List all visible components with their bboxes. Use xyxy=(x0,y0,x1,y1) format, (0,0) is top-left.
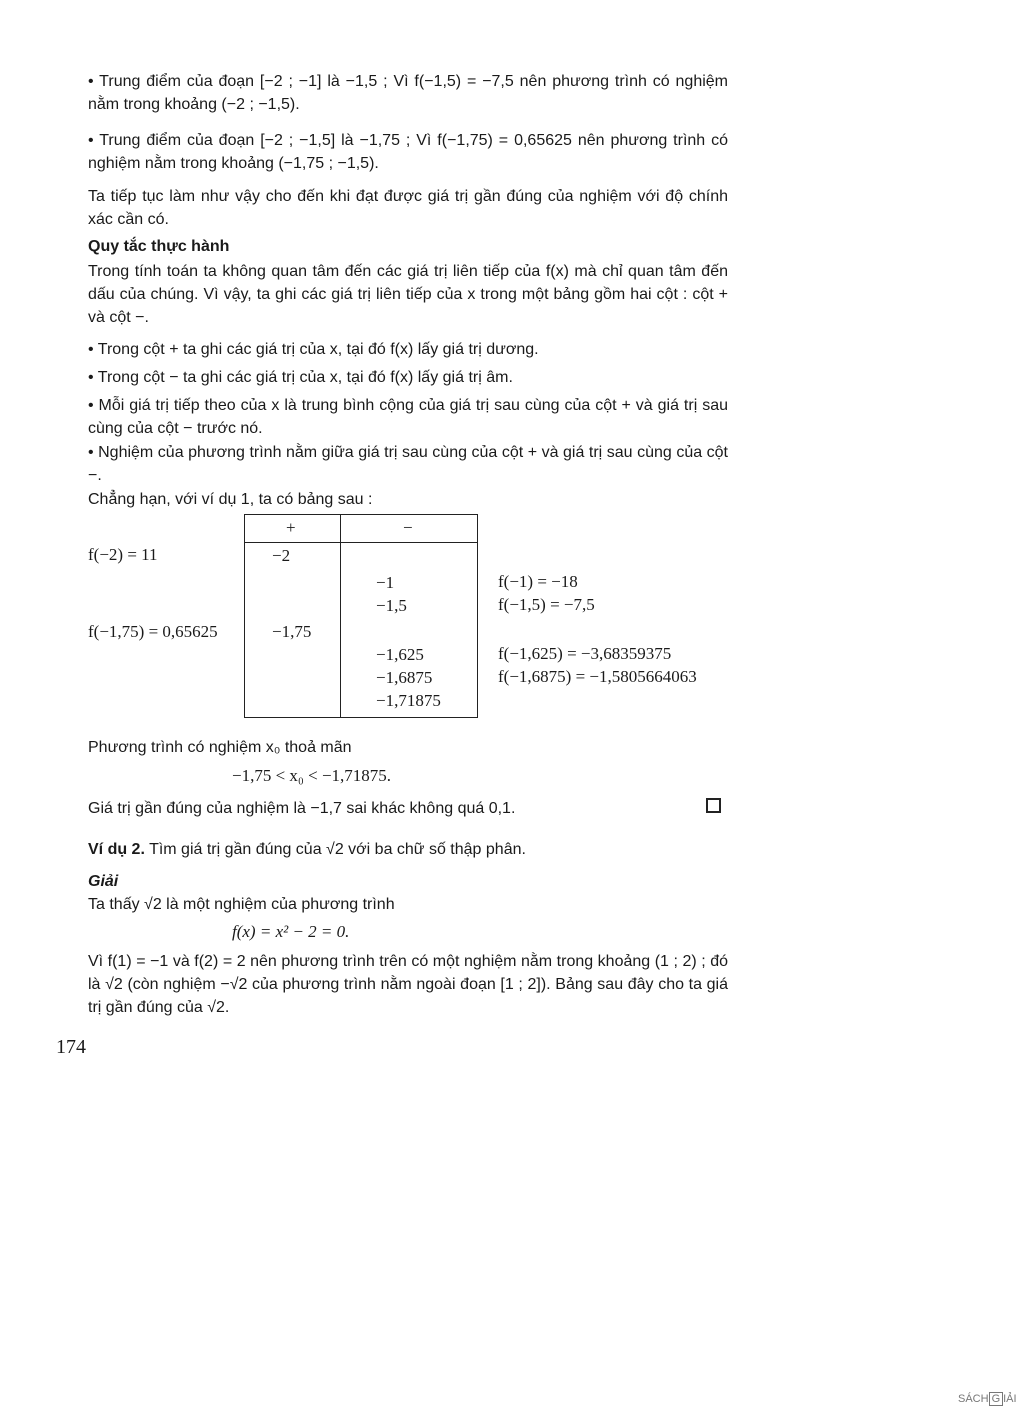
heading-practical-rule: Quy tắc thực hành xyxy=(88,238,230,255)
bullet-next-value: • Mỗi giá trị tiếp theo của x là trung bình cộng của giá trị sau cùng của cột + và giá trị sau cùng của cột − trước nó. xyxy=(88,397,728,437)
table-divider-horizontal xyxy=(245,542,477,543)
page-number: 174 xyxy=(56,1036,86,1058)
label-f-minus-1-5: f(−1,5) = −7,5 xyxy=(498,595,595,614)
minus-value: −1,625 xyxy=(376,645,424,664)
bisection-table xyxy=(244,514,478,718)
paragraph-continue: Ta tiếp tục làm như vậy cho đến khi đạt được giá trị gần đúng của nghiệm với độ chính xác cần có. xyxy=(88,188,728,228)
paragraph-rule-intro: Trong tính toán ta không quan tâm đến các giá trị liên tiếp của f(x) mà chỉ quan tâm đến dấu của chúng. Vì vậy, ta ghi các giá trị liên tiếp của x trong một bảng gồm hai cột : cột + và cột −. xyxy=(88,263,728,326)
example-2-label: Ví dụ 2. xyxy=(88,841,145,858)
table-divider-vertical xyxy=(340,515,341,717)
bullet-plus-column: • Trong cột + ta ghi các giá trị của x, tại đó f(x) lấy giá trị dương. xyxy=(88,341,539,358)
label-f-minus-1: f(−1) = −18 xyxy=(498,572,578,591)
label-f-minus-1-625: f(−1,625) = −3,68359375 xyxy=(498,644,672,663)
solution-paragraph: Vì f(1) = −1 và f(2) = 2 nên phương trình trên có một nghiệm nằm trong khoảng (1 ; 2) ; đó là √2 (còn nghiệm −√2 của phương trình nằm ngoài đoạn [1 ; 2]). Bảng sau đây cho ta giá trị gần đúng của √2. xyxy=(88,953,728,1016)
equation-f-x: f(x) = x² − 2 = 0. xyxy=(232,922,350,941)
label-f-minus-1-75: f(−1,75) = 0,65625 xyxy=(88,622,218,641)
minus-value: −1,6875 xyxy=(376,668,433,687)
paragraph-midpoint-2: • Trung điểm của đoạn [−2 ; −1,5] là −1,75 ; Vì f(−1,75) = 0,65625 nên phương trình có nghiệm nằm trong khoảng (−1,75 ; −1,5). xyxy=(88,132,728,172)
end-of-proof-square-icon xyxy=(706,798,721,813)
solution-line-1: Ta thấy √2 là một nghiệm của phương trình xyxy=(88,896,395,913)
conclusion-line: Phương trình có nghiệm x₀ thoả mãn xyxy=(88,739,352,756)
label-f-minus-2: f(−2) = 11 xyxy=(88,545,158,564)
example-2-text: Tìm giá trị gần đúng của √2 với ba chữ số thập phân. xyxy=(149,841,526,858)
table-header-plus: + xyxy=(286,518,296,537)
table-header-minus: − xyxy=(403,518,413,537)
example-2-statement xyxy=(88,838,728,861)
minus-value: −1 xyxy=(376,573,395,592)
bullet-minus-column: • Trong cột − ta ghi các giá trị của x, tại đó f(x) lấy giá trị âm. xyxy=(88,369,513,386)
plus-value: −2 xyxy=(272,546,291,565)
plus-value: −1,75 xyxy=(272,622,312,641)
solution-label: Giải xyxy=(88,873,119,890)
paragraph-midpoint-1: • Trung điểm của đoạn [−2 ; −1] là −1,5 ; Vì f(−1,5) = −7,5 nên phương trình có nghiệm nằm trong khoảng (−2 ; −1,5). xyxy=(88,73,728,113)
approx-value-line: Giá trị gần đúng của nghiệm là −1,7 sai khác không quá 0,1. xyxy=(88,800,516,817)
paragraph-example-table-intro: Chẳng hạn, với ví dụ 1, ta có bảng sau : xyxy=(88,491,373,508)
minus-value: −1,71875 xyxy=(376,691,441,710)
watermark-logo: SÁCH G IẢI xyxy=(958,1393,1017,1405)
bullet-root-location: • Nghiệm của phương trình nằm giữa giá trị sau cùng của cột + và giá trị sau cùng của cột −. xyxy=(88,444,728,484)
label-f-minus-1-6875: f(−1,6875) = −1,5805664063 xyxy=(498,667,697,686)
minus-value: −1,5 xyxy=(376,596,407,615)
root-inequality: −1,75 < x₀ < −1,71875. xyxy=(232,766,392,785)
